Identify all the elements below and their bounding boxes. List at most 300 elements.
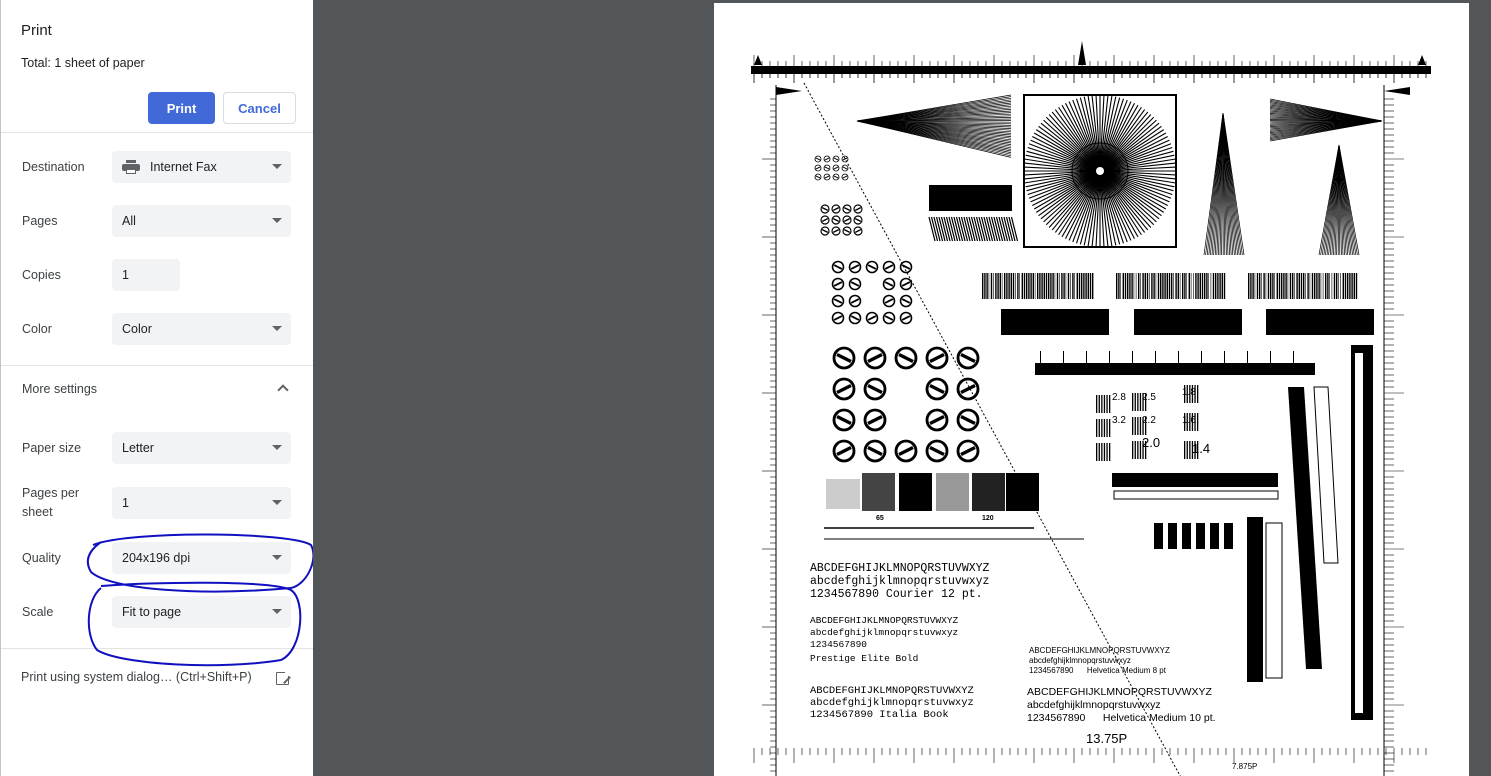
slanted-scale	[1314, 387, 1338, 563]
barcode-line	[1186, 273, 1187, 299]
pattern-hatch	[885, 299, 893, 303]
pattern-hatch	[885, 282, 893, 286]
barcode-line	[1301, 273, 1302, 299]
res-tick	[1293, 351, 1294, 363]
pattern-hatch	[833, 208, 839, 211]
barcode-line	[1092, 273, 1093, 299]
fan-wedge-left	[857, 95, 1011, 157]
res-line	[1137, 441, 1138, 459]
barcode-line	[1129, 273, 1130, 299]
pattern-hatch	[902, 265, 910, 269]
res-line	[1099, 443, 1100, 461]
barcode-line	[1182, 273, 1183, 299]
res-line	[1135, 393, 1136, 411]
res-line	[1140, 393, 1141, 411]
barcode-line	[1250, 273, 1251, 299]
barcode-line	[1151, 273, 1152, 299]
barcode-line	[1329, 273, 1330, 299]
barcode-line	[1127, 273, 1128, 299]
barcode-line	[1057, 273, 1058, 299]
pattern-hatch	[825, 176, 829, 178]
res-line	[1109, 443, 1110, 461]
barcode-line	[1147, 273, 1148, 299]
helvetica8-line-2: abcdefghijklmnopqrstuvwxyz	[1029, 656, 1131, 665]
res-line	[1109, 419, 1110, 437]
pattern-hatch	[834, 158, 838, 160]
more-settings-toggle[interactable]: More settings	[22, 382, 98, 396]
barcode-line	[1033, 273, 1034, 299]
res-line	[1096, 419, 1097, 437]
res-line	[1189, 441, 1190, 459]
res-label: 1.6	[1182, 415, 1196, 426]
barcode-line	[1167, 273, 1168, 299]
printer-icon	[122, 160, 140, 174]
pattern-hatch	[855, 219, 861, 222]
pattern-hatch	[902, 316, 910, 320]
barcode-line	[1052, 273, 1053, 299]
res-tick	[1155, 351, 1156, 363]
pattern-hatch	[825, 158, 829, 160]
tall-bar	[1247, 517, 1263, 682]
pattern-hatch	[833, 219, 839, 222]
pattern-hatch	[837, 417, 851, 424]
barcode-line	[1022, 273, 1023, 299]
pattern-hatch	[834, 282, 842, 286]
res-tick	[1224, 351, 1225, 363]
res-line	[1137, 393, 1138, 411]
print-title: Print	[21, 22, 52, 39]
right-wedge-mark	[1384, 87, 1410, 95]
barcode-line	[993, 273, 994, 299]
fan-wedge-right	[1270, 99, 1382, 141]
star-dot	[1096, 167, 1104, 175]
resolution-labels	[1112, 387, 1210, 456]
pattern-hatch	[825, 167, 829, 169]
dropdown-caret-icon	[272, 326, 282, 331]
pattern-hatch	[899, 355, 913, 362]
pattern-hatch	[961, 386, 975, 393]
barcode-line	[1066, 273, 1067, 299]
barcode-line	[1153, 273, 1154, 299]
pattern-hatch	[843, 176, 847, 178]
prestige-line-2: abcdefghijklmnopqrstuvwxyz	[810, 627, 959, 638]
preview-page	[714, 3, 1469, 776]
pattern-hatch	[930, 448, 944, 455]
helvetica10-line-1: ABCDEFGHIJKLMNOPQRSTUVWXYZ	[1027, 686, 1212, 698]
barcode-line	[1184, 273, 1185, 299]
scale-label: Scale	[22, 605, 54, 619]
barcode-line	[1277, 273, 1278, 299]
pages-per-sheet-select[interactable]	[112, 487, 291, 519]
res-line	[1096, 395, 1097, 413]
gray-square	[826, 479, 860, 509]
barcode-line	[1160, 273, 1161, 299]
size-label-7-875p: 7.875P	[1232, 762, 1258, 771]
pattern-hatch	[855, 230, 861, 233]
pattern-hatch	[868, 316, 876, 320]
barcode-line	[1215, 273, 1216, 299]
prestige-line-4: Prestige Elite Bold	[810, 653, 919, 664]
barcode-line	[1028, 273, 1029, 299]
dropdown-caret-icon	[272, 609, 282, 614]
barcode-line	[1224, 273, 1225, 299]
barcode-line	[1180, 273, 1181, 299]
res-line	[1104, 395, 1105, 413]
pattern-hatch	[844, 219, 850, 222]
barcode-line	[1050, 273, 1051, 299]
barcode-line	[1281, 273, 1282, 299]
gray-level-squares	[826, 473, 1039, 511]
pages-label: Pages	[22, 214, 58, 228]
barcode-line	[1296, 273, 1297, 299]
courier-line-2: abcdefghijklmnopqrstuvwxyz	[810, 575, 990, 588]
res-line	[1197, 413, 1198, 431]
pattern-hatch	[816, 167, 820, 169]
barcode-line	[1055, 273, 1056, 299]
dropdown-caret-icon	[272, 164, 282, 169]
barcode-line	[1044, 273, 1045, 299]
barcode-line	[1268, 273, 1269, 299]
pattern-hatch	[930, 417, 944, 424]
divider	[1, 648, 314, 649]
barcode-line	[1312, 273, 1313, 299]
res-line	[1101, 443, 1102, 461]
res-line	[1137, 417, 1138, 435]
pattern-hatch	[834, 176, 838, 178]
res-label: 2.8	[1112, 392, 1126, 403]
pattern-hatch	[822, 219, 828, 222]
pattern-hatch	[837, 355, 851, 362]
destination-label: Destination	[22, 160, 85, 174]
barcode-line	[1077, 273, 1078, 299]
pattern-hatch	[843, 167, 847, 169]
gray-square	[972, 473, 1005, 511]
barcode-line	[1156, 273, 1157, 299]
pattern-hatch	[833, 230, 839, 233]
barcode-line	[1158, 273, 1159, 299]
pattern-hatch	[868, 265, 876, 269]
barcode-line	[1193, 273, 1194, 299]
pages-per-sheet-label-line2: sheet	[22, 505, 53, 519]
res-line	[1104, 419, 1105, 437]
divider	[1, 365, 314, 366]
open-external-icon[interactable]	[276, 672, 289, 685]
res-tick	[1247, 351, 1248, 363]
dropdown-caret-icon	[272, 500, 282, 505]
barcode-line	[1048, 273, 1049, 299]
res-line	[1104, 443, 1105, 461]
pattern-hatch	[930, 386, 944, 393]
pattern-hatch	[816, 176, 820, 178]
res-line	[1135, 417, 1136, 435]
barcode-line	[1259, 273, 1260, 299]
pattern-hatch	[844, 230, 850, 233]
barcode-line	[1061, 273, 1062, 299]
pattern-hatch	[822, 230, 828, 233]
barcode-line	[1134, 273, 1135, 299]
pages-per-sheet-label	[22, 484, 79, 522]
barcode-line	[1164, 273, 1165, 299]
barcode-line	[1145, 273, 1146, 299]
barcode-line	[1140, 273, 1141, 299]
res-line	[1140, 441, 1141, 459]
barcode-line	[1125, 273, 1126, 299]
pattern-hatch	[930, 355, 944, 362]
barcode-line	[1266, 273, 1267, 299]
scale-select[interactable]	[112, 596, 291, 628]
pattern-hatch	[961, 448, 975, 455]
helvetica10-line-2: abcdefghijklmnopqrstuvwxyz	[1027, 699, 1161, 711]
color-select[interactable]	[112, 313, 291, 345]
barcode-line	[1248, 273, 1249, 299]
barcode-line	[1314, 273, 1315, 299]
pattern-hatch	[834, 316, 842, 320]
res-line	[1106, 419, 1107, 437]
pattern-hatch	[868, 355, 882, 362]
pattern-hatch	[834, 299, 842, 303]
barcode-line	[1030, 273, 1031, 299]
res-line	[1099, 395, 1100, 413]
left-wedge-mark	[776, 87, 802, 95]
left-ruler-ticks	[762, 99, 776, 771]
barcode-line	[1063, 273, 1064, 299]
barcode-line	[1356, 273, 1357, 299]
dropdown-caret-icon	[272, 445, 282, 450]
divider	[1, 132, 314, 133]
destination-select[interactable]	[112, 151, 291, 183]
copies-label: Copies	[22, 268, 61, 282]
pattern-hatch	[868, 386, 882, 393]
barcode-line	[1142, 273, 1143, 299]
barcode-line	[1206, 273, 1207, 299]
pattern-hatch	[885, 265, 893, 269]
barcode-line	[1118, 273, 1119, 299]
res-label: 2.5	[1142, 392, 1156, 403]
barcode-line	[1068, 273, 1069, 299]
pattern-hatch	[844, 208, 850, 211]
barcode-line	[1285, 273, 1286, 299]
barcode-line	[1325, 273, 1326, 299]
barcode-line	[1120, 273, 1121, 299]
pages-select[interactable]	[112, 205, 291, 237]
quality-select[interactable]	[112, 542, 291, 574]
sheet-total: Total: 1 sheet of paper	[21, 56, 145, 70]
barcode-line	[989, 273, 990, 299]
barcode-line	[1195, 273, 1196, 299]
barcode-line	[1257, 273, 1258, 299]
res-line	[1132, 441, 1133, 459]
gray-label-120: 120	[982, 515, 994, 522]
fan-wedge-right-vertical	[1204, 113, 1244, 255]
resolution-scale-bar	[1035, 363, 1315, 375]
system-dialog-link[interactable]: Print using system dialog… (Ctrl+Shift+P)	[21, 670, 252, 684]
res-tick	[1201, 351, 1202, 363]
pattern-hatch	[837, 448, 851, 455]
barcode-line	[1345, 273, 1346, 299]
print-button[interactable]: Print	[148, 92, 215, 124]
barcode-line	[1072, 273, 1073, 299]
quality-value: 204x196 dpi	[122, 551, 191, 565]
barcode-line	[1213, 273, 1214, 299]
pattern-hatch	[868, 448, 882, 455]
pattern-hatch	[902, 282, 910, 286]
pattern-hatch	[855, 208, 861, 211]
barcode-line	[1292, 273, 1293, 299]
barcode-line	[1208, 273, 1209, 299]
barcode-line	[1004, 273, 1005, 299]
solid-strip	[1001, 309, 1109, 335]
pattern-hatch	[902, 299, 910, 303]
bottom-ruler-ticks	[754, 748, 1426, 763]
italia-line-3: 1234567890 Italia Book	[810, 709, 949, 721]
res-tick	[1063, 351, 1064, 363]
paper-size-select[interactable]	[112, 432, 291, 464]
barcode-line	[1336, 273, 1337, 299]
gray-square	[936, 473, 969, 511]
pattern-hatch	[834, 265, 842, 269]
barcode-line	[1015, 273, 1016, 299]
hatched-bar	[929, 217, 1018, 241]
res-line	[1106, 395, 1107, 413]
courier-line-1: ABCDEFGHIJKLMNOPQRSTUVWXYZ	[810, 562, 990, 575]
res-tick	[1086, 351, 1087, 363]
pattern-hatch	[822, 208, 828, 211]
barcode-line	[997, 273, 998, 299]
barcode-line	[1024, 273, 1025, 299]
barcode-line	[1305, 273, 1306, 299]
barcode-line	[1169, 273, 1170, 299]
barcode-line	[1189, 273, 1190, 299]
res-line	[1109, 395, 1110, 413]
barcode-line	[1310, 273, 1311, 299]
res-line	[1184, 441, 1185, 459]
chevron-up-icon[interactable]	[277, 384, 288, 395]
gray-label-65: 65	[876, 515, 884, 522]
barcode-line	[1354, 273, 1355, 299]
barcode-line	[1081, 273, 1082, 299]
res-line	[1096, 443, 1097, 461]
res-label: 1.4	[1192, 441, 1211, 456]
corner-arrow-left	[754, 55, 762, 65]
copies-input[interactable]	[112, 259, 180, 291]
barcode-line	[1349, 273, 1350, 299]
fax-test-chart	[714, 3, 1469, 776]
barcode-line	[1046, 273, 1047, 299]
pattern-hatch	[851, 282, 859, 286]
barcode-line	[1274, 273, 1275, 299]
barcode-line	[1316, 273, 1317, 299]
barcode-line	[1041, 273, 1042, 299]
res-label: 1.8	[1182, 387, 1196, 398]
barcode-line	[1008, 273, 1009, 299]
solid-strip	[1266, 309, 1374, 335]
barcode-line	[1079, 273, 1080, 299]
barcode-line	[1219, 273, 1220, 299]
barcode-line	[1343, 273, 1344, 299]
color-label: Color	[22, 322, 52, 336]
italia-line-2: abcdefghijklmnopqrstuvwxyz	[810, 697, 974, 709]
barcode-line	[1200, 273, 1201, 299]
tall-scale	[1266, 523, 1282, 678]
res-line	[1187, 441, 1188, 459]
cancel-button[interactable]: Cancel	[223, 92, 296, 124]
print-settings-panel	[0, 0, 313, 776]
solid-strip	[1134, 309, 1242, 335]
barcode-line	[1178, 273, 1179, 299]
barcode-line	[1261, 273, 1262, 299]
barcode-line	[1006, 273, 1007, 299]
barcode-line	[1083, 273, 1084, 299]
vertical-bar	[1154, 523, 1163, 549]
barcode-line	[1191, 273, 1192, 299]
quality-label: Quality	[22, 551, 61, 565]
horizontal-bar	[1112, 473, 1278, 487]
barcode-line	[1347, 273, 1348, 299]
res-tick	[1109, 351, 1110, 363]
pages-per-sheet-label-line1: Pages per	[22, 486, 79, 500]
dropdown-caret-icon	[272, 555, 282, 560]
paper-size-label: Paper size	[22, 441, 82, 455]
barcode-line	[1090, 273, 1091, 299]
barcode-line	[1000, 273, 1001, 299]
helvetica8-line-3: 1234567890 Helvetica Medium 8 pt	[1029, 666, 1166, 675]
barcode-line	[1197, 273, 1198, 299]
res-tick	[1040, 351, 1041, 363]
pages-per-sheet-value: 1	[122, 496, 129, 510]
barcode-line	[1288, 273, 1289, 299]
pattern-hatch	[851, 299, 859, 303]
gray-square	[1006, 473, 1039, 511]
barcode-line	[1252, 273, 1253, 299]
res-tick	[1132, 351, 1133, 363]
barcode-line	[1307, 273, 1308, 299]
solid-bar	[929, 185, 1012, 211]
barcode-line	[1175, 273, 1176, 299]
barcode-line	[1070, 273, 1071, 299]
barcode-line	[1013, 273, 1014, 299]
barcode-line	[1283, 273, 1284, 299]
barcode-line	[1255, 273, 1256, 299]
barcode-line	[995, 273, 996, 299]
pattern-hatch	[834, 167, 838, 169]
fan-wedge-right-vertical-2	[1319, 145, 1359, 255]
vertical-bars	[1154, 523, 1233, 549]
res-line	[1106, 443, 1107, 461]
barcode-line	[1088, 273, 1089, 299]
barcode-line	[1037, 273, 1038, 299]
barcode-line	[986, 273, 987, 299]
prestige-line-1: ABCDEFGHIJKLMNOPQRSTUVWXYZ	[810, 615, 959, 626]
helvetica10-line-3: 1234567890 Helvetica Medium 10 pt.	[1027, 712, 1216, 724]
italia-line-1: ABCDEFGHIJKLMNOPQRSTUVWXYZ	[810, 685, 974, 697]
barcode-line	[1085, 273, 1086, 299]
barcode-line	[1173, 273, 1174, 299]
pages-value: All	[122, 214, 136, 228]
res-label: 3.2	[1112, 415, 1126, 426]
barcode-line	[1123, 273, 1124, 299]
pattern-hatch	[837, 386, 851, 393]
barcode-line	[1017, 273, 1018, 299]
barcode-line	[1217, 273, 1218, 299]
barcode-line	[1059, 273, 1060, 299]
right-column-inner	[1355, 353, 1363, 713]
barcode-line	[1272, 273, 1273, 299]
barcode-line	[1116, 273, 1117, 299]
gray-square	[862, 473, 895, 511]
vertical-bar	[1196, 523, 1205, 549]
barcode-line	[1171, 273, 1172, 299]
res-label: 2.2	[1142, 415, 1156, 426]
